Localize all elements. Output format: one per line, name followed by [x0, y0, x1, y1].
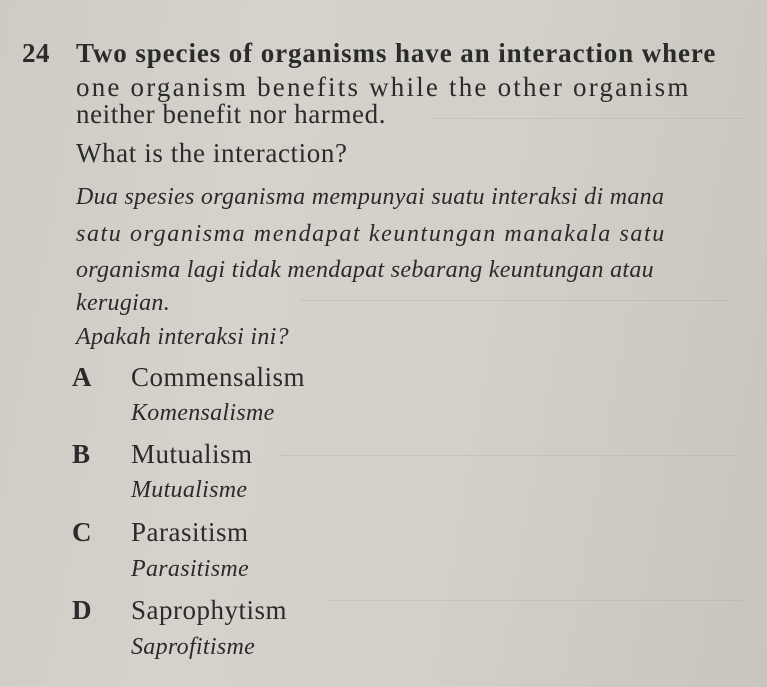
question-malay-prompt: Apakah interaksi ini? — [76, 324, 289, 350]
question-english-line-2: one organism benefits while the other organism — [76, 72, 691, 102]
option-d-malay: Saprofitisme — [131, 634, 256, 660]
bleed-through-line — [280, 455, 737, 456]
question-english-prompt: What is the interaction? — [76, 138, 348, 168]
option-b-letter: B — [72, 439, 91, 469]
question-malay-line-4: kerugian. — [76, 290, 171, 316]
question-malay-line-2: satu organisma mendapat keuntungan manakala satu — [76, 221, 666, 247]
question-malay-line-3: organisma lagi tidak mendapat sebarang keuntungan atau — [76, 257, 654, 283]
option-c-malay: Parasitisme — [131, 556, 249, 582]
option-d-english: Saprophytism — [131, 595, 288, 625]
bleed-through-line — [300, 300, 727, 301]
option-a-malay: Komensalisme — [131, 400, 275, 426]
option-c-english: Parasitism — [131, 517, 249, 547]
option-a-letter: A — [72, 362, 92, 392]
option-c-letter: C — [72, 517, 92, 547]
bleed-through-line — [330, 600, 742, 601]
question-number: 24 — [22, 38, 50, 68]
question-english-line-3: neither benefit nor harmed. — [76, 99, 387, 129]
option-a-english: Commensalism — [131, 362, 305, 392]
option-d-letter: D — [72, 595, 92, 625]
option-b-english: Mutualism — [131, 439, 253, 469]
option-b-malay: Mutualisme — [131, 477, 248, 503]
question-english-line-1: Two species of organisms have an interaction where — [76, 38, 717, 68]
bleed-through-line — [430, 118, 747, 119]
question-malay-line-1: Dua spesies organisma mempunyai suatu interaksi di mana — [76, 184, 665, 210]
